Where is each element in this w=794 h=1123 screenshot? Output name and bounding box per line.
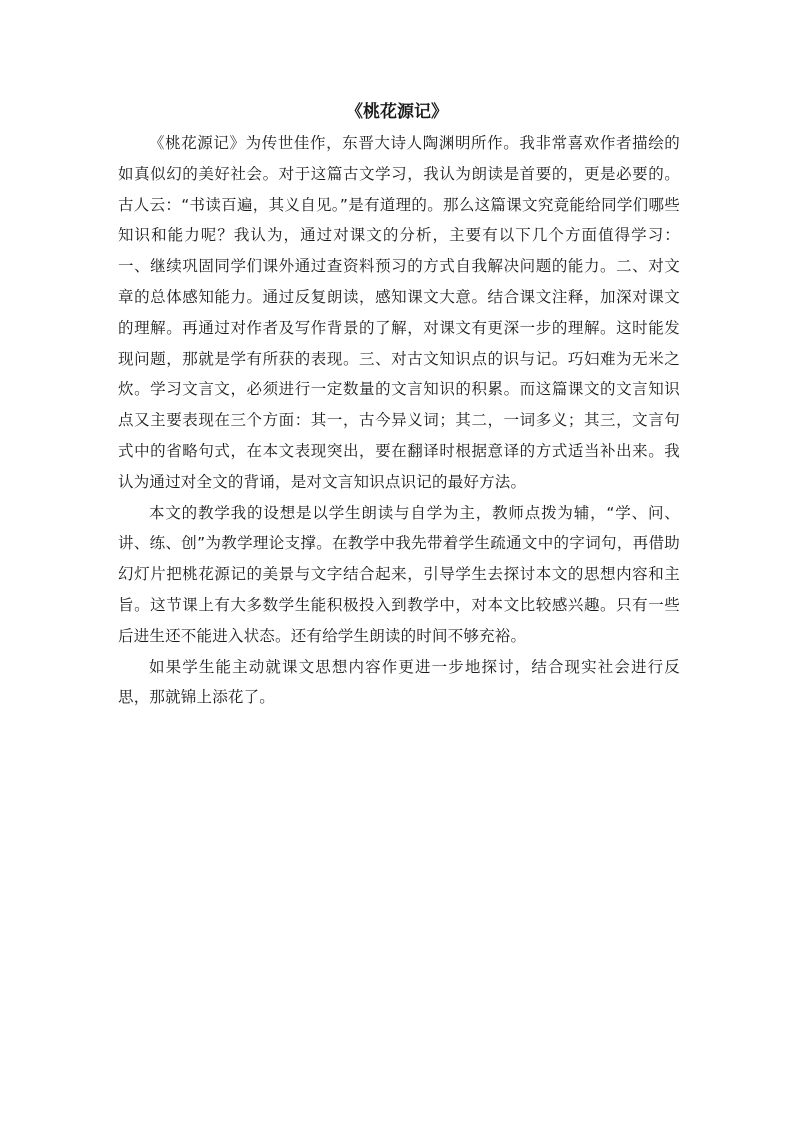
paragraph-3: 如果学生能主动就课文思想内容作更进一步地探讨，结合现实社会进行反思，那就锦上添花了。 bbox=[118, 657, 680, 707]
paragraph-1: 《桃花源记》为传世佳作，东晋大诗人陶渊明所作。我非常喜欢作者描绘的如真似幻的美好社会。对于这篇古文学习，我认为朗读是首要的，更是必要的。古人云：“书读百遍，其义自见。”是有道理的。那么这篇课文究竟能给同学们哪些知识和能力呢？我认为，通过对课文的分析，主要有以下几个方面值得学习：一、继续巩固同学们课外通过查资料预习的方式自我解决问题的能力。二、对文章的总体感知能力。通过反复朗读，感知课文大意。结合课文注释，加深对课文的理解。再通过对作者及写作背景的了解，对课文有更深一步的理解。这时能发现问题，那就是学有所获的表现。三、对古文知识点的识与记。巧妇难为无米之炊。学习文言文，必须进行一定数量的文言知识的积累。而这篇课文的文言知识点又主要表现在三个方面：其一，古今异义词；其二，一词多义；其三，文言句式中的省略句式，在本文表现突出，要在翻译时根据意译的方式适当补出来。我认为通过对全文的背诵，是对文言知识点识记的最好方法。 bbox=[118, 134, 680, 491]
paragraph-2: 本文的教学我的设想是以学生朗读与自学为主，教师点拨为辅，“学、问、讲、练、创”为教学理论支撑。在教学中我先带着学生疏通文中的字词句，再借助幻灯片把桃花源记的美景与文字结合起来，引导学生去探讨本文的思想内容和主旨。这节课上有大多数学生能积极投入到教学中，对本文比较感兴趣。只有一些后进生还不能进入状态。还有给学生朗读的时间不够充裕。 bbox=[118, 503, 680, 645]
document-body bbox=[118, 128, 680, 713]
document-title: 《桃花源记》 bbox=[346, 102, 448, 122]
